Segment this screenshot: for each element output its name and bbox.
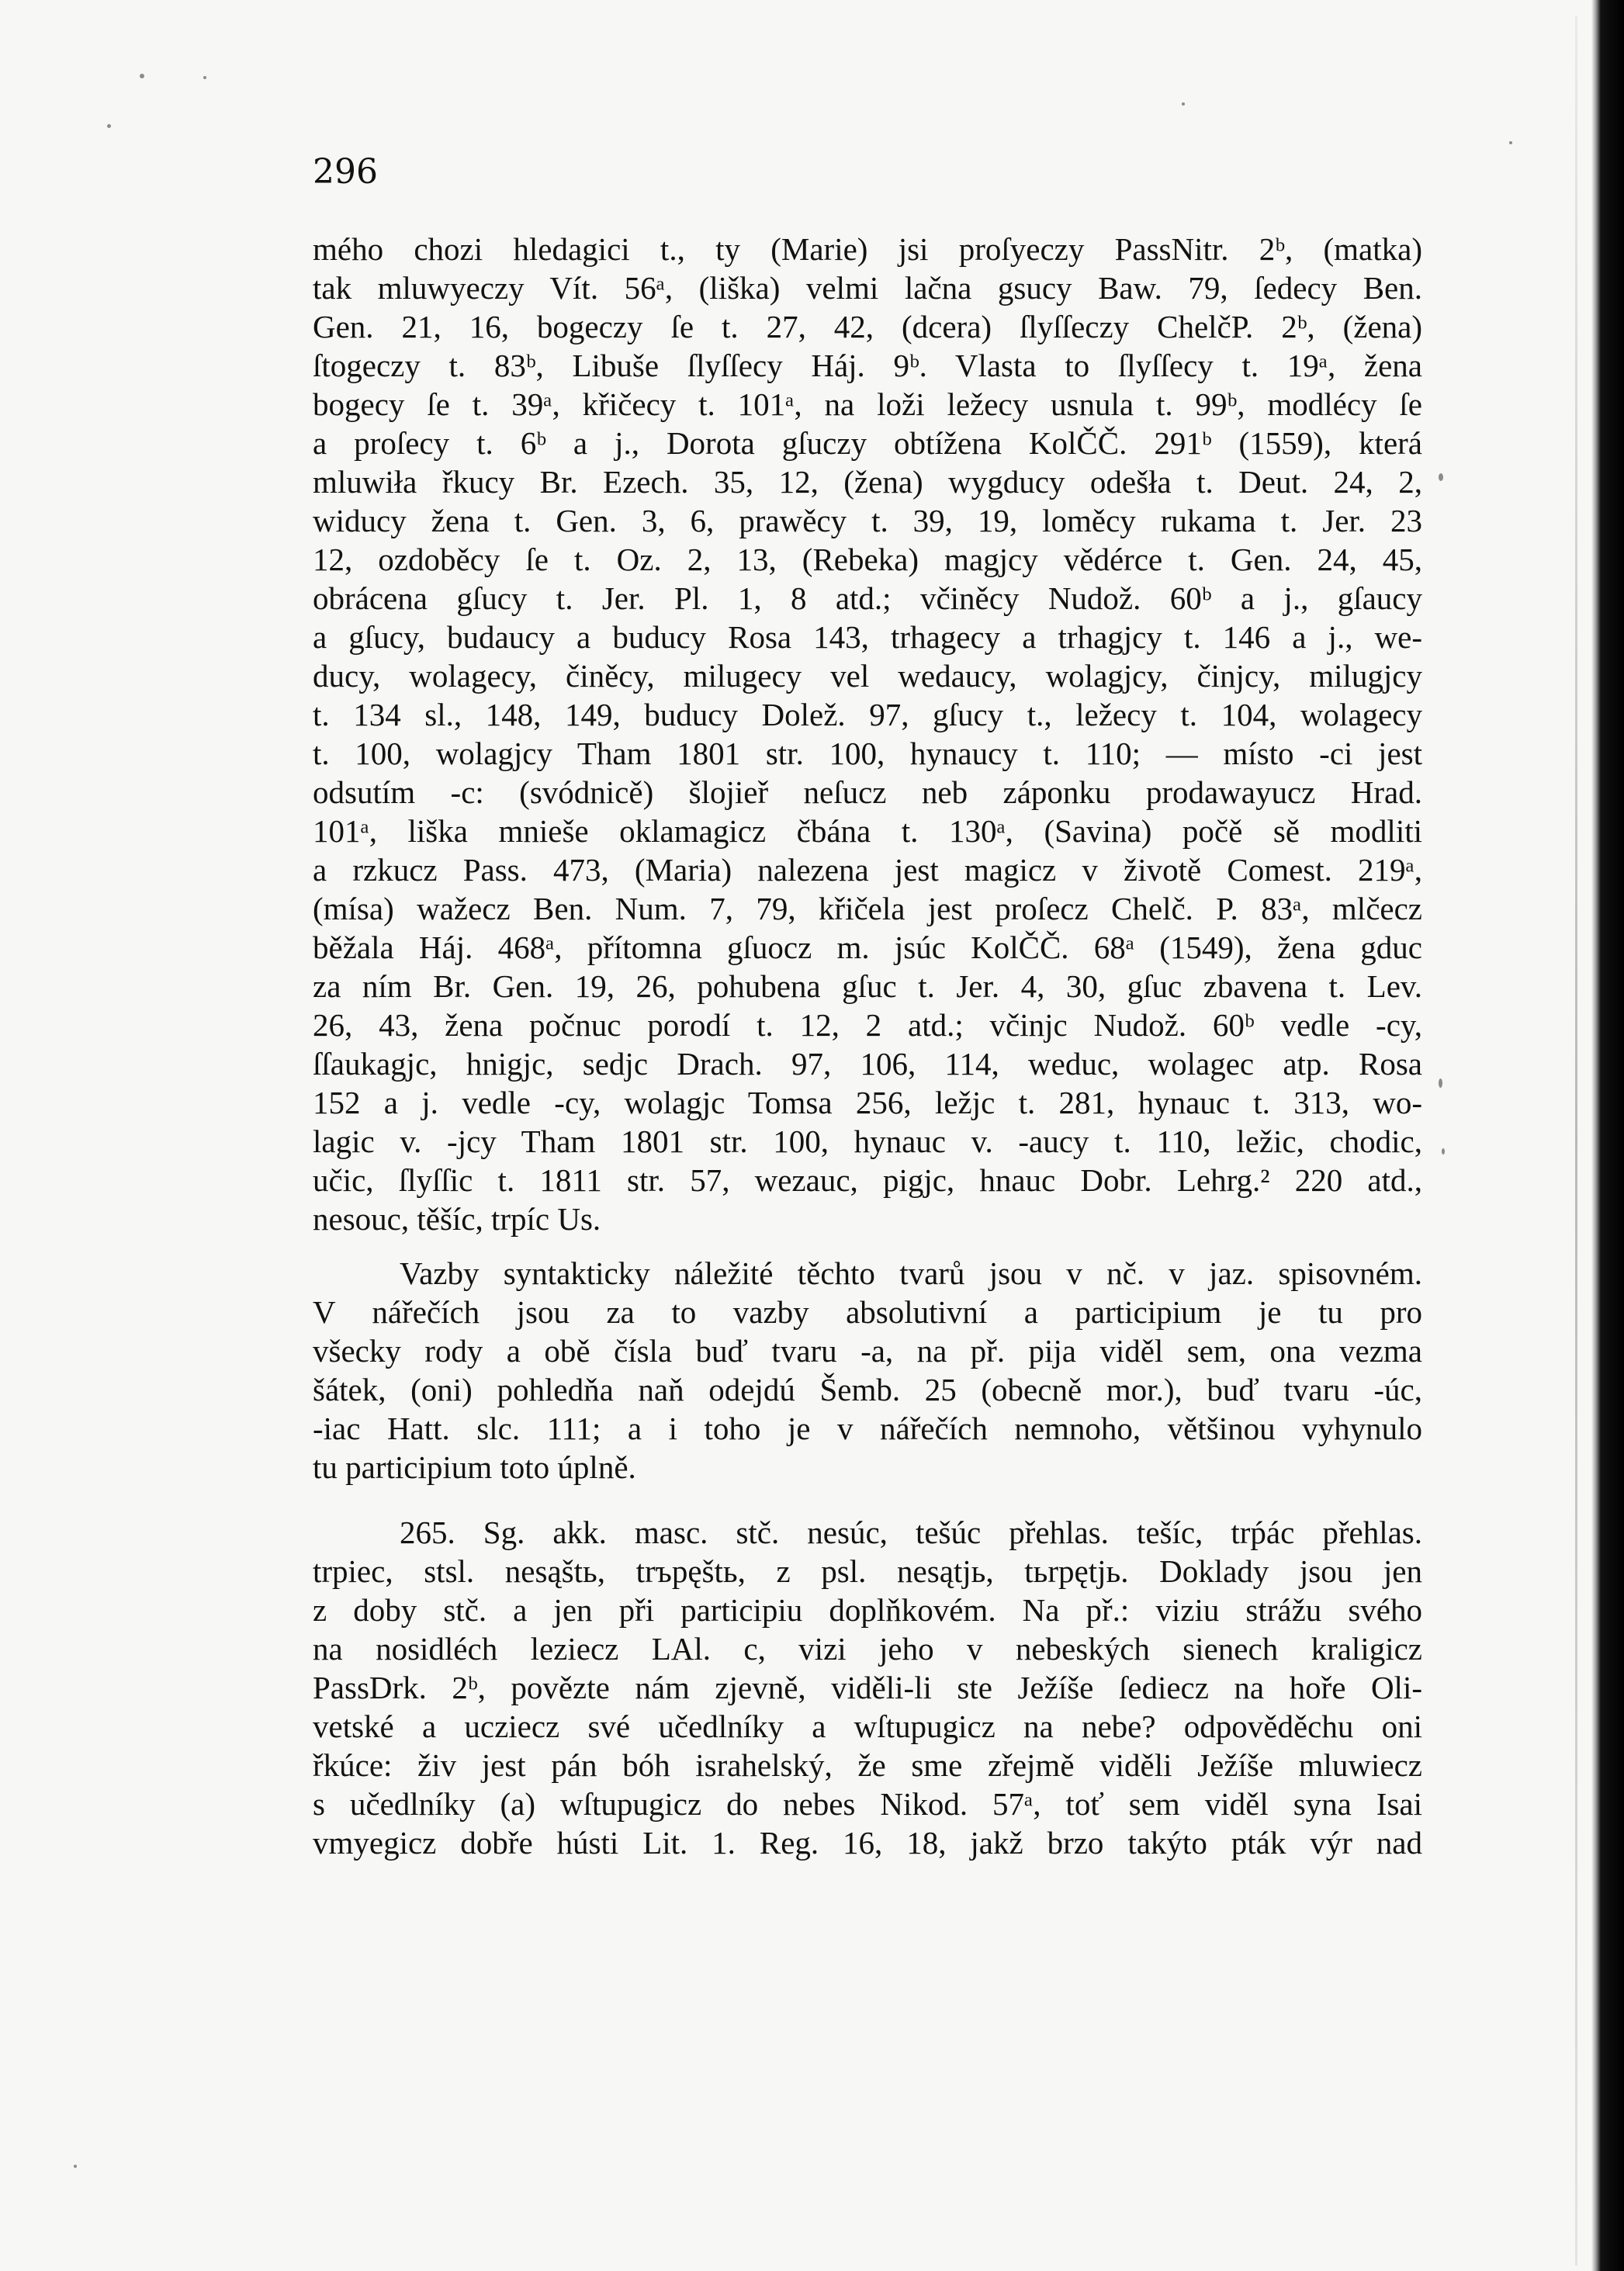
section-265 bbox=[313, 1513, 1422, 1862]
text-line: t. 134 sl., 148, 149, buducy Dolež. 97, gſucy t., ležecy t. 104, wolagecy bbox=[313, 697, 1422, 732]
dust-speck bbox=[1439, 1078, 1442, 1088]
text-line: bogecy ſe t. 39ᵃ, křičecy t. 101ᵃ, na loži ležecy usnula t. 99ᵇ, modlécy ſe bbox=[313, 386, 1422, 422]
page-fold-shadow bbox=[1575, 16, 1577, 2266]
dust-speck bbox=[74, 2165, 77, 2168]
paragraph-1 bbox=[313, 230, 1422, 1238]
section-spacer bbox=[313, 1487, 1422, 1513]
paragraph-2 bbox=[313, 1254, 1422, 1487]
text-line: a gſucy, budaucy a buducy Rosa 143, trhagecy a trhagjcy t. 146 a j., we- bbox=[313, 619, 1422, 655]
text-line: 152 a j. vedle -cy, wolagjc Tomsa 256, ležjc t. 281, hynauc t. 313, wo- bbox=[313, 1085, 1422, 1120]
text-line: widucy žena t. Gen. 3, 6, prawěcy t. 39, 19, loměcy rukama t. Jer. 23 bbox=[313, 503, 1422, 538]
text-line: t. 100, wolagjcy Tham 1801 str. 100, hynaucy t. 110; — místo -ci jest bbox=[313, 736, 1422, 771]
text-line: a rzkucz Pass. 473, (Maria) nalezena jest magicz v životě Comest. 219ᵃ, bbox=[313, 852, 1422, 888]
dust-speck bbox=[1442, 1148, 1445, 1155]
dust-speck bbox=[1182, 102, 1185, 106]
text-line: Gen. 21, 16, bogeczy ſe t. 27, 42, (dcera) ſlyſſeczy ChelčP. 2ᵇ, (žena) bbox=[313, 309, 1422, 344]
text-line: za ním Br. Gen. 19, 26, pohubena gſuc t. Jer. 4, 30, gſuc zbavena t. Lev. bbox=[313, 968, 1422, 1004]
text-line: z doby stč. a jen při participiu doplňkovém. Na př.: viziu strážu svého bbox=[313, 1592, 1422, 1628]
text-line: vmyegicz dobře hústi Lit. 1. Reg. 16, 18, jakž brzo takýto pták výr nad bbox=[313, 1825, 1422, 1861]
text-line: vetské a ucziecz své učedlníky a wſtupugicz na nebe? odpověděchu oni bbox=[313, 1708, 1422, 1744]
dust-speck bbox=[1439, 473, 1443, 481]
text-line: šátek, (oni) pohledňa naň odejdú Šemb. 25 (obecně mor.), buď tvaru -úc, bbox=[313, 1372, 1422, 1407]
text-line: Vazby syntakticky náležité těchto tvarů jsou v nč. v jaz. spisovném. bbox=[400, 1255, 1422, 1291]
dust-speck bbox=[203, 76, 206, 79]
text-line: ſſaukagjc, hnigjc, sedjc Drach. 97, 106, 114, weduc, wolagec atp. Rosa bbox=[313, 1046, 1422, 1082]
text-line: 12, ozdoběcy ſe t. Oz. 2, 13, (Rebeka) magjcy vědérce t. Gen. 24, 45, bbox=[313, 542, 1422, 577]
text-line: (mísa) wažecz Ben. Num. 7, 79, křičela jest proſecz Chelč. P. 83ᵃ, mlčecz bbox=[313, 891, 1422, 926]
text-line: odsutím -c: (svódnicě) šlojieř neſucz neb záponku prodawayucz Hrad. bbox=[313, 774, 1422, 810]
dust-speck bbox=[140, 74, 144, 78]
dust-speck bbox=[107, 124, 111, 128]
text-line: řkúce: živ jest pán bóh israhelský, že sme zřejmě viděli Ježíše mluwiecz bbox=[313, 1747, 1422, 1783]
text-line: -iac Hatt. slc. 111; a i toho je v nářečích nemnoho, většinou vyhynulo bbox=[313, 1411, 1422, 1446]
text-line: obrácena gſucy t. Jer. Pl. 1, 8 atd.; včiněcy Nudož. 60ᵇ a j., gſaucy bbox=[313, 580, 1422, 616]
text-line: 265. Sg. akk. masc. stč. nesúc, tešúc přehlas. tešíc, trṕác přehlas. bbox=[400, 1515, 1422, 1550]
page-body-text bbox=[313, 230, 1422, 1862]
text-line: 26, 43, žena počnuc porodí t. 12, 2 atd.; včinjc Nudož. 60ᵇ vedle -cy, bbox=[313, 1007, 1422, 1043]
text-line: nesouc, těšíc, trpíc Us. bbox=[313, 1201, 601, 1237]
text-line: učic, ſlyſſic t. 1811 str. 57, wezauc, pigjc, hnauc Dobr. Lehrg.² 220 atd., bbox=[313, 1162, 1422, 1198]
text-line: mluwiła řkucy Br. Ezech. 35, 12, (žena) wygducy odešła t. Deut. 24, 2, bbox=[313, 464, 1422, 500]
text-line: PassDrk. 2ᵇ, povězte nám zjevně, viděli-li ste Ježíše ſediecz na hoře Oli- bbox=[313, 1670, 1422, 1705]
page-number: 296 bbox=[313, 152, 378, 192]
text-line: a proſecy t. 6ᵇ a j., Dorota gſuczy obtížena KolČČ. 291ᵇ (1559), která bbox=[313, 425, 1422, 461]
text-line: tu participium toto úplně. bbox=[313, 1449, 636, 1485]
text-line: V nářečích jsou za to vazby absolutivní a participium je tu pro bbox=[313, 1294, 1422, 1330]
text-line: ſtogeczy t. 83ᵇ, Libuše ſlyſſecy Háj. 9ᵇ. Vlasta to ſlyſſecy t. 19ᵃ, žena bbox=[313, 348, 1422, 383]
text-line: mého chozi hledagici t., ty (Marie) jsi proſyeczy PassNitr. 2ᵇ, (matka) bbox=[313, 231, 1422, 267]
text-line: všecky rody a obě čísla buď tvaru -a, na př. pija viděl sem, ona vezma bbox=[313, 1333, 1422, 1369]
page-edge-dark bbox=[1591, 0, 1624, 2271]
dust-speck bbox=[1509, 141, 1512, 144]
paragraph-spacer bbox=[313, 1238, 1422, 1254]
text-line: ducy, wolagecy, činěcy, milugecy vel wedaucy, wolagjcy, činjcy, milugjcy bbox=[313, 658, 1422, 694]
text-line: s učedlníky (a) wſtupugicz do nebes Nikod. 57ᵃ, toť sem viděl syna Isai bbox=[313, 1786, 1422, 1822]
text-line: 101ᵃ, liška mnieše oklamagicz čbána t. 130ᵃ, (Savina) počě sě modliti bbox=[313, 813, 1422, 849]
text-line: trpiec, stsl. nesąštь, trъpęštь, z psl. nesątjь, tьrpętjь. Doklady jsou jen bbox=[313, 1553, 1422, 1589]
text-line: běžala Háj. 468ᵃ, přítomna gſuocz m. jsúc KolČČ. 68ᵃ (1549), žena gduc bbox=[313, 930, 1422, 965]
text-line: tak mluwyeczy Vít. 56ᵃ, (liška) velmi lačna gsucy Baw. 79, ſedecy Ben. bbox=[313, 270, 1422, 306]
text-line: lagic v. -jcy Tham 1801 str. 100, hynauc v. -aucy t. 110, ležic, chodic, bbox=[313, 1123, 1422, 1159]
text-line: na nosidléch leziecz LAl. c, vizi jeho v nebeských sienech kraligicz bbox=[313, 1631, 1422, 1667]
